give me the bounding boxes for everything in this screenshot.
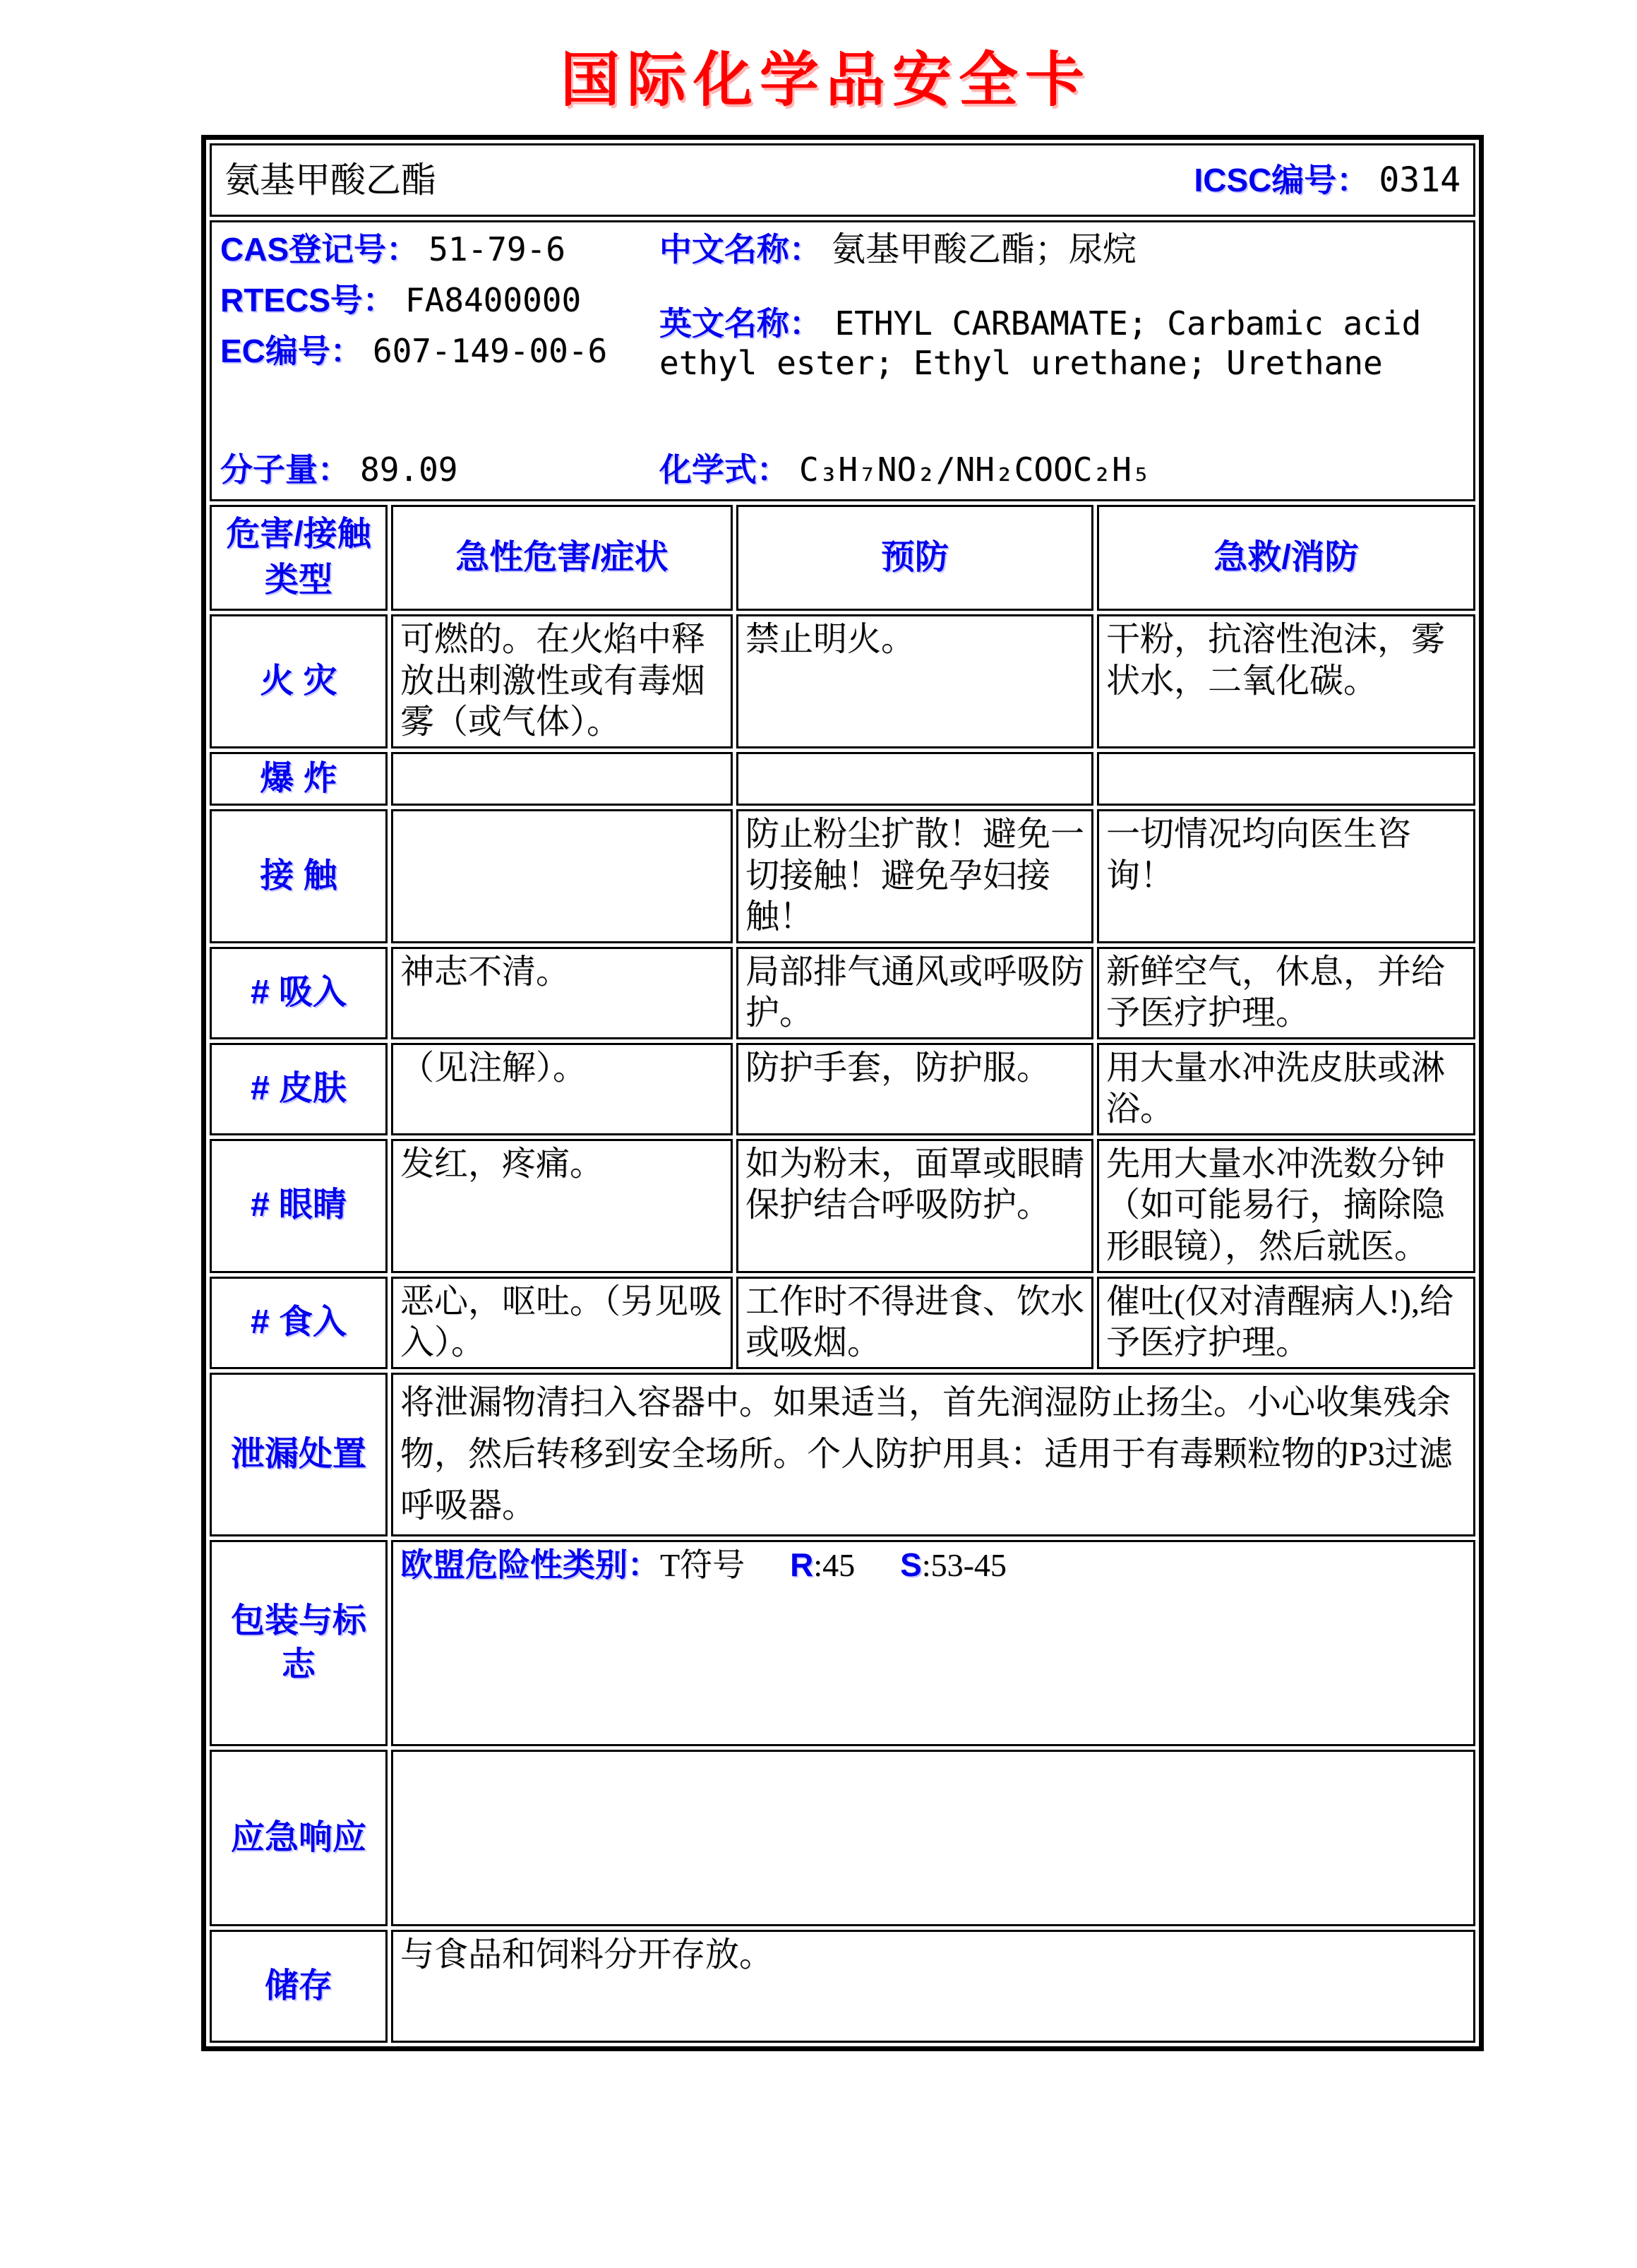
hazard-type-fire: 火 灾 <box>210 614 388 748</box>
eyes-prevention-cell: 如为粉末，面罩或眼睛保护结合呼吸防护。 <box>736 1139 1093 1273</box>
exposure-symptoms-cell <box>391 809 733 943</box>
fire-prevention-cell: 禁止明火。 <box>736 614 1093 748</box>
chinese-name-row <box>659 229 1466 271</box>
inhalation-prevention-cell: 局部排气通风或呼吸防护。 <box>736 947 1093 1039</box>
cas-number-label: CAS登记号： <box>220 231 419 268</box>
hazard-type-skin: # 皮肤 <box>210 1043 388 1135</box>
inhalation-symptoms-cell: 神志不清。 <box>391 947 733 1039</box>
skin-prevention-cell: 防护手套，防护服。 <box>736 1043 1093 1135</box>
identifiers-cell <box>210 220 1475 501</box>
explosion-prevention-cell <box>736 752 1093 806</box>
english-name-label: 英文名称： <box>659 304 822 342</box>
header-acute-symptoms: 急性危害/症状 <box>391 505 733 611</box>
emergency-content-cell <box>391 1750 1475 1926</box>
card-title-row <box>210 143 1475 217</box>
hazard-type-explosion: 爆 炸 <box>210 752 388 806</box>
hazard-row-ingestion <box>210 1277 1475 1369</box>
compound-name: 氨基甲酸乙酯 <box>224 160 436 200</box>
english-name-value: ETHYL CARBAMATE; Carbamic acid ethyl ester; Ethyl urethane; Urethane <box>659 304 1422 382</box>
skin-symptoms-cell: （见注解）。 <box>391 1043 733 1135</box>
eu-hazard-class-value: T符号 <box>660 1547 745 1584</box>
ingestion-first-aid-cell: 催吐(仅对清醒病人!),给予医疗护理。 <box>1097 1277 1475 1369</box>
s-phrase-value: :53-45 <box>921 1547 1007 1584</box>
hazard-header-row <box>210 505 1475 611</box>
chinese-name-label: 中文名称： <box>659 231 822 268</box>
header-first-aid: 急救/消防 <box>1097 505 1475 611</box>
molecular-weight-value: 89.09 <box>360 450 458 489</box>
hazard-row-inhalation <box>210 947 1475 1039</box>
hazard-type-ingestion: # 食入 <box>210 1277 388 1369</box>
cas-number-row <box>220 229 658 269</box>
packaging-content-cell <box>391 1540 1475 1746</box>
formula-row <box>659 450 1466 489</box>
header-prevention: 预防 <box>736 505 1093 611</box>
section-row-packaging <box>210 1540 1475 1746</box>
ec-number-label: EC编号： <box>220 333 363 370</box>
section-row-storage <box>210 1930 1475 2043</box>
section-label-packaging: 包装与标志 <box>210 1540 388 1746</box>
molecular-weight-label: 分子量： <box>220 450 350 488</box>
storage-content-cell: 与食品和饲料分开存放。 <box>391 1930 1475 2043</box>
icsc-number-value: 0314 <box>1379 160 1461 200</box>
cas-number-value: 51-79-6 <box>428 230 565 268</box>
eyes-first-aid-cell: 先用大量水冲洗数分钟（如可能易行，摘除隐形眼镜），然后就医。 <box>1097 1139 1475 1273</box>
ec-number-row <box>220 331 658 371</box>
icsc-card-table <box>201 135 1484 2051</box>
icsc-number-label: ICSC编号： <box>1194 161 1369 198</box>
rtecs-number-label: RTECS号： <box>220 282 395 319</box>
hazard-type-inhalation: # 吸入 <box>210 947 388 1039</box>
hazard-row-explosion <box>210 752 1475 806</box>
formula-label: 化学式： <box>659 450 789 488</box>
identifiers-row <box>210 220 1475 501</box>
rtecs-number-row <box>220 280 658 320</box>
exposure-first-aid-cell: 一切情况均向医生咨询！ <box>1097 809 1475 943</box>
header-hazard-type: 危害/接触类型 <box>210 505 388 611</box>
spillage-content-cell: 将泄漏物清扫入容器中。如果适当，首先润湿防止扬尘。小心收集残余物，然后转移到安全场所。个人防护用具：适用于有毒颗粒物的P3过滤呼吸器。 <box>391 1373 1475 1537</box>
hazard-row-exposure <box>210 809 1475 943</box>
s-phrase-label: S <box>900 1546 922 1584</box>
inhalation-first-aid-cell: 新鲜空气，休息，并给予医疗护理。 <box>1097 947 1475 1039</box>
eyes-symptoms-cell: 发红，疼痛。 <box>391 1139 733 1273</box>
section-label-emergency: 应急响应 <box>210 1750 388 1926</box>
explosion-symptoms-cell <box>391 752 733 806</box>
eu-hazard-class-label: 欧盟危险性类别： <box>400 1546 660 1584</box>
r-phrase-value: :45 <box>813 1547 856 1584</box>
identifiers-right-column <box>658 225 1466 496</box>
section-row-emergency <box>210 1750 1475 1926</box>
hazard-type-eyes: # 眼睛 <box>210 1139 388 1273</box>
english-name-row <box>659 304 1466 383</box>
r-phrase-label: R <box>790 1546 814 1584</box>
molecular-weight-row <box>220 450 658 489</box>
explosion-first-aid-cell <box>1097 752 1475 806</box>
identifiers-left-column <box>219 225 658 496</box>
section-label-storage: 储存 <box>210 1930 388 2043</box>
section-label-spillage: 泄漏处置 <box>210 1373 388 1537</box>
formula-value: C₃H₇NO₂/NH₂COOC₂H₅ <box>799 450 1151 489</box>
rtecs-number-value: FA8400000 <box>404 281 582 320</box>
hazard-row-fire <box>210 614 1475 748</box>
ec-number-value: 607-149-00-6 <box>372 332 608 371</box>
hazard-row-eyes <box>210 1139 1475 1273</box>
ingestion-prevention-cell: 工作时不得进食、饮水或吸烟。 <box>736 1277 1093 1369</box>
page-title: 国际化学品安全卡 <box>560 48 1091 114</box>
skin-first-aid-cell: 用大量水冲洗皮肤或淋浴。 <box>1097 1043 1475 1135</box>
fire-first-aid-cell: 干粉，抗溶性泡沫，雾状水，二氧化碳。 <box>1097 614 1475 748</box>
chinese-name-value: 氨基甲酸乙酯；尿烷 <box>832 231 1137 268</box>
section-row-spillage <box>210 1373 1475 1537</box>
fire-symptoms-cell: 可燃的。在火焰中释放出刺激性或有毒烟雾（或气体）。 <box>391 614 733 748</box>
ingestion-symptoms-cell: 恶心，呕吐。（另见吸入）。 <box>391 1277 733 1369</box>
hazard-row-skin <box>210 1043 1475 1135</box>
card-title-cell <box>210 143 1475 217</box>
exposure-prevention-cell: 防止粉尘扩散！避免一切接触！避免孕妇接触！ <box>736 809 1093 943</box>
hazard-type-exposure: 接 触 <box>210 809 388 943</box>
